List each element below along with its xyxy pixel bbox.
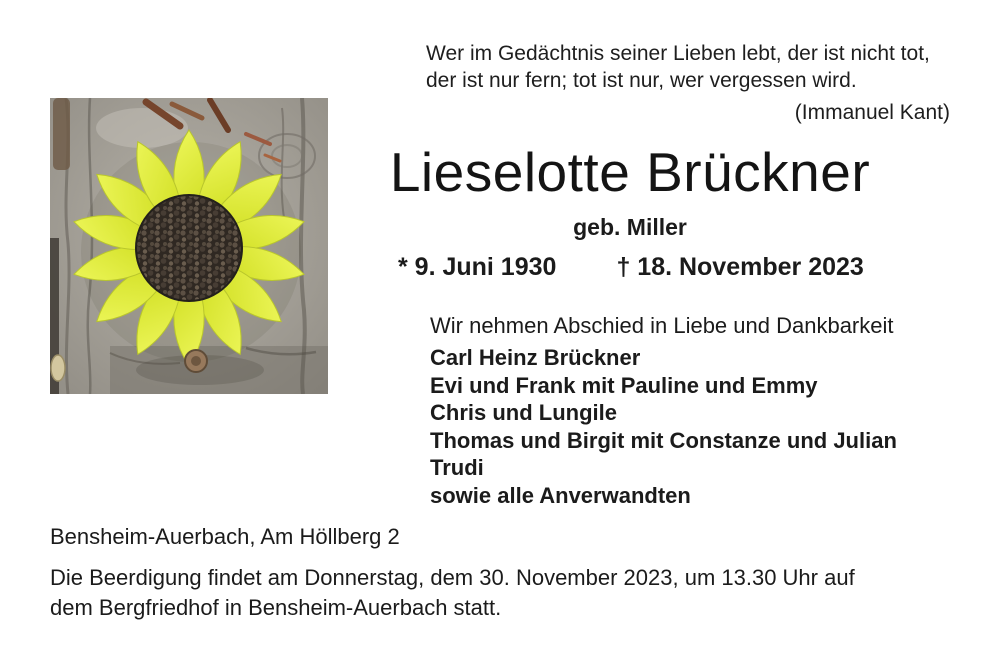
mourners-list xyxy=(430,344,897,509)
sunflower-on-bark-graphic xyxy=(50,98,328,394)
mourner-line: Carl Heinz Brückner xyxy=(430,345,641,370)
memorial-quote xyxy=(426,40,950,126)
funeral-line-1: Die Beerdigung findet am Donnerstag, dem 30. November 2023, um 13.30 Uhr auf xyxy=(50,565,855,590)
quote-line-2: der ist nur fern; tot ist nur, wer vergessen wird. xyxy=(426,69,857,92)
maiden-name: geb. Miller xyxy=(573,214,687,240)
memorial-photo xyxy=(50,98,328,394)
deceased-name: Lieselotte Brückner xyxy=(389,141,871,203)
sunflower-seed-center xyxy=(136,195,242,301)
funeral-line-2: dem Bergfriedhof in Bensheim-Auerbach statt. xyxy=(50,595,502,620)
quote-attribution: (Immanuel Kant) xyxy=(794,101,950,124)
birth-date: * 9. Juni 1930 xyxy=(398,253,557,281)
quote-line-1: Wer im Gedächtnis seiner Lieben lebt, der ist nicht tot, xyxy=(426,42,930,65)
life-dates xyxy=(398,253,864,282)
family-address: Bensheim-Auerbach, Am Höllberg 2 xyxy=(50,524,400,549)
mourner-line: Chris und Lungile xyxy=(430,400,617,425)
mourner-line: Thomas und Birgit mit Constanze und Julian xyxy=(430,427,897,453)
funeral-details xyxy=(50,563,970,623)
mourner-line: Evi und Frank mit Pauline und Emmy xyxy=(430,372,818,398)
bark-knot xyxy=(185,350,207,372)
farewell-intro: Wir nehmen Abschied in Liebe und Dankbarkeit xyxy=(430,313,894,338)
mourner-line: Trudi xyxy=(430,455,484,480)
death-date: † 18. November 2023 xyxy=(616,253,864,281)
mourner-line: sowie alle Anverwandten xyxy=(430,482,691,508)
